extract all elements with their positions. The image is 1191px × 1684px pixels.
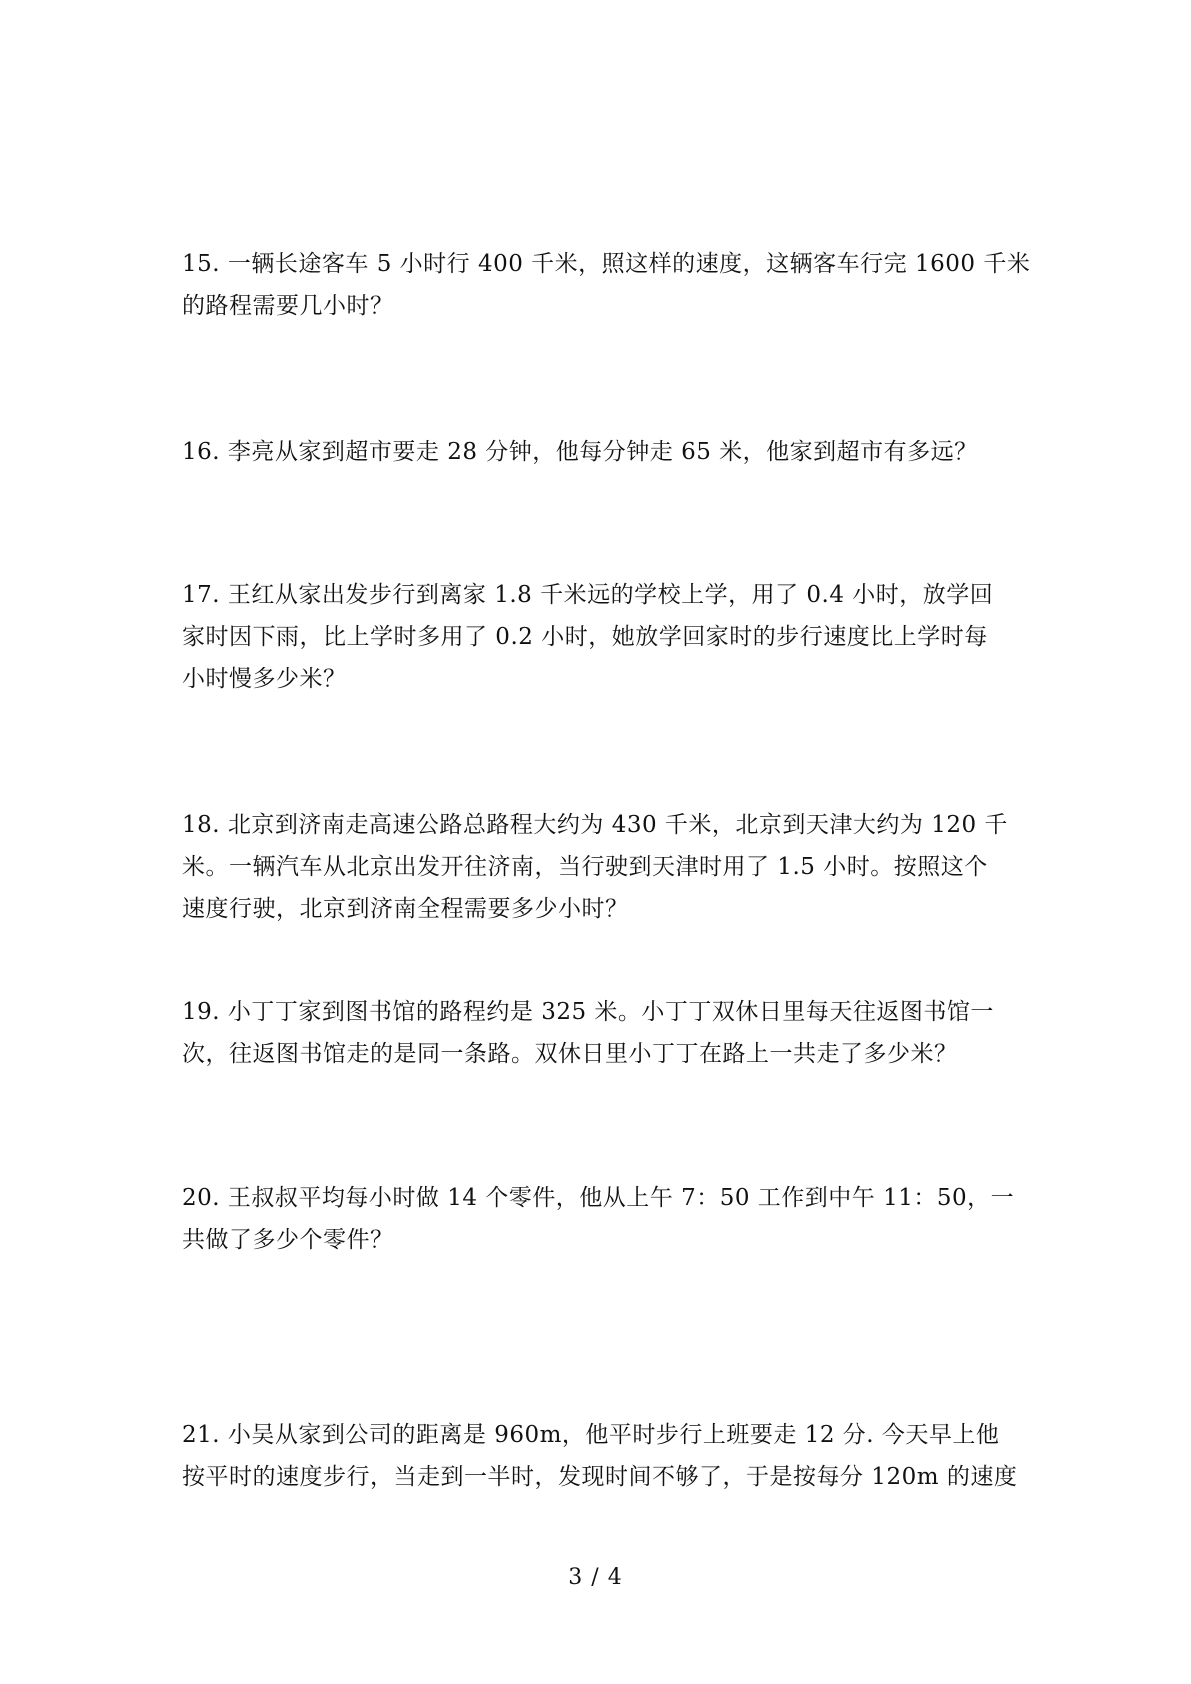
problem-21	[182, 1414, 1022, 1498]
problem-15-line-1: 15. 一辆长途客车 5 小时行 400 千米，照这样的速度，这辆客车行完 1600 千米	[182, 251, 1031, 277]
problem-17-line-3: 小时慢多少米？	[182, 666, 347, 692]
problem-19	[182, 991, 1022, 1075]
problem-18-line-2: 米。一辆汽车从北京出发开往济南，当行驶到天津时用了 1.5 小时。按照这个	[182, 854, 988, 880]
problem-20	[182, 1177, 1022, 1261]
problem-16-line-1: 16. 李亮从家到超市要走 28 分钟，他每分钟走 65 米，他家到超市有多远？	[182, 439, 978, 465]
problem-19-line-2: 次，往返图书馆走的是同一条路。双休日里小丁丁在路上一共走了多少米？	[182, 1041, 958, 1067]
problem-18-line-3: 速度行驶，北京到济南全程需要多少小时？	[182, 896, 629, 922]
problem-18	[182, 804, 1022, 930]
problem-20-line-1: 20. 王叔叔平均每小时做 14 个零件，他从上午 7：50 工作到中午 11：50，一	[182, 1185, 1015, 1211]
problem-21-line-2: 按平时的速度步行，当走到一半时，发现时间不够了，于是按每分 120m 的速度	[182, 1464, 1018, 1490]
page-number: 3 / 4	[568, 1565, 623, 1590]
problem-15-line-2: 的路程需要几小时？	[182, 293, 394, 319]
problem-20-line-2: 共做了多少个零件？	[182, 1227, 394, 1253]
problem-19-line-1: 19. 小丁丁家到图书馆的路程约是 325 米。小丁丁双休日里每天往返图书馆一	[182, 999, 994, 1025]
problem-18-line-1: 18. 北京到济南走高速公路总路程大约为 430 千米，北京到天津大约为 120 千	[182, 812, 1008, 838]
problem-17	[182, 574, 1022, 700]
problem-15	[182, 243, 1031, 327]
problem-16	[182, 431, 1022, 473]
problem-17-line-2: 家时因下雨，比上学时多用了 0.2 小时，她放学回家时的步行速度比上学时每	[182, 624, 988, 650]
problem-17-line-1: 17. 王红从家出发步行到离家 1.8 千米远的学校上学，用了 0.4 小时，放学回	[182, 582, 994, 608]
problem-21-line-1: 21. 小吴从家到公司的距离是 960m，他平时步行上班要走 12 分. 今天早上他	[182, 1422, 1000, 1448]
